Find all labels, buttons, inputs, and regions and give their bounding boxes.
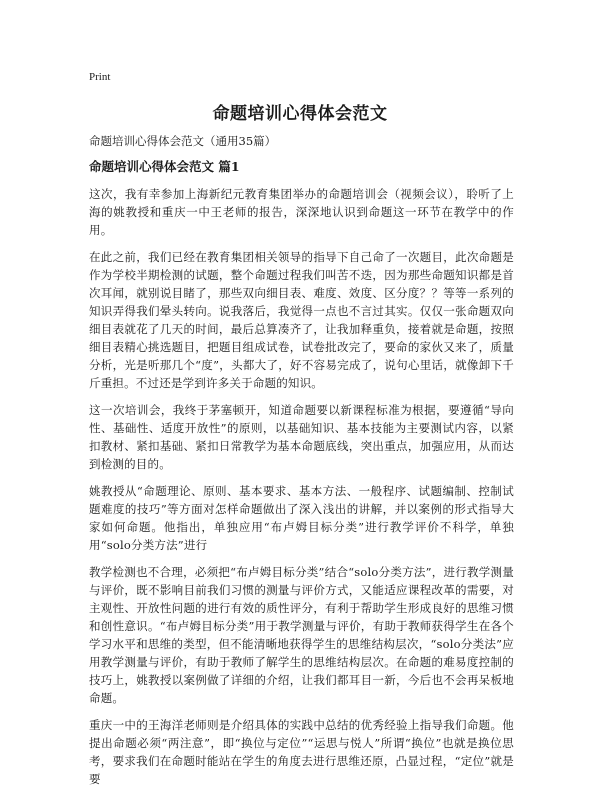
article-subtitle: 命题培训心得体会范文（通用35篇） <box>89 134 277 148</box>
print-link[interactable]: Print <box>89 71 111 83</box>
paragraph: 重庆一中的王海洋老师则是介绍具体的实践中总结的优秀经验上指导我们命题。他提出命题必须“两注意”，即“换位与定位”“运思与悦人”所谓“换位”也就是换位思考，要求我们在命题时能站在学生的角度去进行思维还原，凸显过程，“定位”就是要 <box>89 718 514 786</box>
paragraph: 这一次培训会，我终于茅塞顿开，知道命题要以新课程标准为根据，要遵循“导向性、基础性、适度开放性”的原则，以基础知识、基本技能为主要测试内容，以紧扣教材、紧扣基础、紧扣日常教学为基本命题底线，突出重点，加强应用，从而达到检测的目的。 <box>89 403 514 471</box>
section-heading: 命题培训心得体会范文 篇1 <box>89 159 240 174</box>
paragraph: 在此之前，我们已经在教育集团相关领导的指导下自己命了一次题目，此次命题是作为学校半期检测的试题，整个命题过程我们叫苦不迭，因为那些命题知识都是首次耳闻，就别说目睹了，那些双向细目表、难度、效度、区分度？？等等一系列的知识弄得我们晕头转向。说我落后，我觉得一点也不言过其实。仅仅一张命题双向细目表就花了几天的时间，最后总算凑齐了，让我加释重负，接着就是命题，按照细目表精心挑选题目，把题目组成试卷，试卷批改完了，要命的家伙又来了，质量分析，光是听那几个“度”，头都大了，好不容易完成了，说句心里话，就像卸下千斤重担。不过还是学到许多关于命题的知识。 <box>89 250 514 390</box>
paragraph: 教学检测也不合理，必须把“布卢姆目标分类”结合“solo分类方法”，进行教学测量与评价，既不影响目前我们习惯的测量与评价方式，又能适应课程改革的需要，对主观性、开放性问题的进行有效的质性评分，有利于帮助学生形成良好的思维习惯和创性意识。“布卢姆目标分类”用于教学测量与评价，有助于教师获得学生在各个学习水平和思维的类型，但不能清晰地获得学生的思维结构层次，“solo分类法”应用教学测量与评价，有助于教师了解学生的思维结构层次。在命题的难易度控制的技巧上，姚教授以案例做了详细的介绍，让我们都耳目一新，今后也不会再呆板地命题。 <box>89 565 514 705</box>
page-title: 命题培训心得体会范文 <box>212 104 388 124</box>
article-body <box>89 132 514 797</box>
paragraph: 姚教授从“命题理论、原则、基本要求、基本方法、一般程序、试题编制、控制试题难度的技巧”等方面对怎样命题做出了深入浅出的讲解，并以案例的形式指导大家如何命题。他指出，单独应用“布卢姆目标分类”进行教学评价不科学，单独用“solo分类方法”进行 <box>89 484 514 552</box>
paragraph: 这次，我有幸参加上海新纪元教育集团举办的命题培训会（视频会议），聆听了上海的姚教授和重庆一中王老师的报告，深深地认识到命题这一环节在教学中的作用。 <box>89 187 514 237</box>
